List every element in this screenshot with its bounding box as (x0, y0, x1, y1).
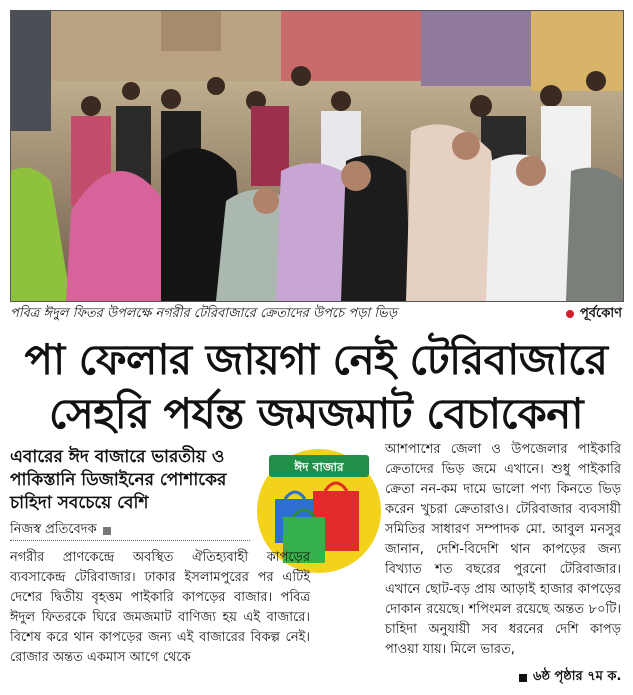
graphic-label: ঈদ বাজার (294, 460, 344, 474)
photo-caption-row (10, 303, 622, 325)
square-bullet-icon (103, 527, 111, 535)
article-body-right: আশপাশের জেলা ও উপজেলার পাইকারি ক্রেতাদের ভিড় জমে এখানে। শুধু পাইকারি ক্রেতা নন-কম দামে ভালো পণ্য কিনতে ভিড় করেন খুচরা ক্রেতারাও। টেরিবাজার ব্যবসায়ী সমিতির সাধারণ সম্পাদক মো. আবুল মনসুর জানান, দেশি-বিদেশি থান কাপড়ের জন্য বিখ্যাত শত বছরের পুরনো টেরিবাজার। এখানে ছোট-বড় প্রায় আড়াই হাজার কাপড়ের দোকান রয়েছে। শপিংমল রয়েছে অন্তত ৮০টি। চাহিদা অনুযায়ী সব ধরনের দেশি কাপড় পাওয়া যায়। মিলে ভারত, (385, 442, 621, 657)
market-crowd-photo (10, 10, 624, 302)
divider (10, 540, 250, 541)
bullet-dot-icon (566, 310, 574, 318)
photo-caption: পবিত্র ঈদুল ফিতর উপলক্ষে নগরীর টেরিবাজারে ক্রেতাদের উপচে পড়া ভিড় (10, 305, 397, 321)
headline-line-2: সেহরি পর্যন্ত জমজমাট বেচাকেনা (48, 389, 584, 438)
photo-credit (566, 304, 622, 325)
crowd-illustration (11, 11, 623, 301)
headline-line-1: পা ফেলার জায়গা নেই টেরিবাজারে (24, 335, 608, 384)
headline (10, 333, 622, 441)
article-body-left: নগরীর প্রাণকেন্দ্রে অবস্থিত ঐতিহ্যবাহী কাপড়ের ব্যবসাকেন্দ্র টেরিবাজার। ঢাকার ইসলামপুরের পর এটিই দেশের দ্বিতীয় বৃহত্তম পাইকারি কাপড়ের বাজার। পবিত্র ঈদুল ফিতরকে ঘিরে জমজমাট বাণিজ্য হয় এই বাজারে। বিশেষ করে থান কাপড়ের জন্য এই বাজারের বিকল্প নেই। রোজার অন্তত একমাস আগে থেকে (10, 550, 310, 665)
square-bullet-icon (519, 674, 527, 682)
subheadline: এবারের ঈদ বাজারে ভারতীয় ও পাকিস্তানি ডিজাইনের পোশাকের চাহিদা সবচেয়ে বেশি (10, 447, 227, 513)
byline-text: নিজস্ব প্রতিবেদক (10, 522, 97, 537)
byline (10, 520, 111, 541)
photo-credit-text: পূর্বকোণ (579, 305, 622, 321)
continued-note (519, 667, 621, 688)
continued-note-text: ৬ষ্ঠ পৃষ্ঠার ৭ম ক. (533, 669, 622, 684)
